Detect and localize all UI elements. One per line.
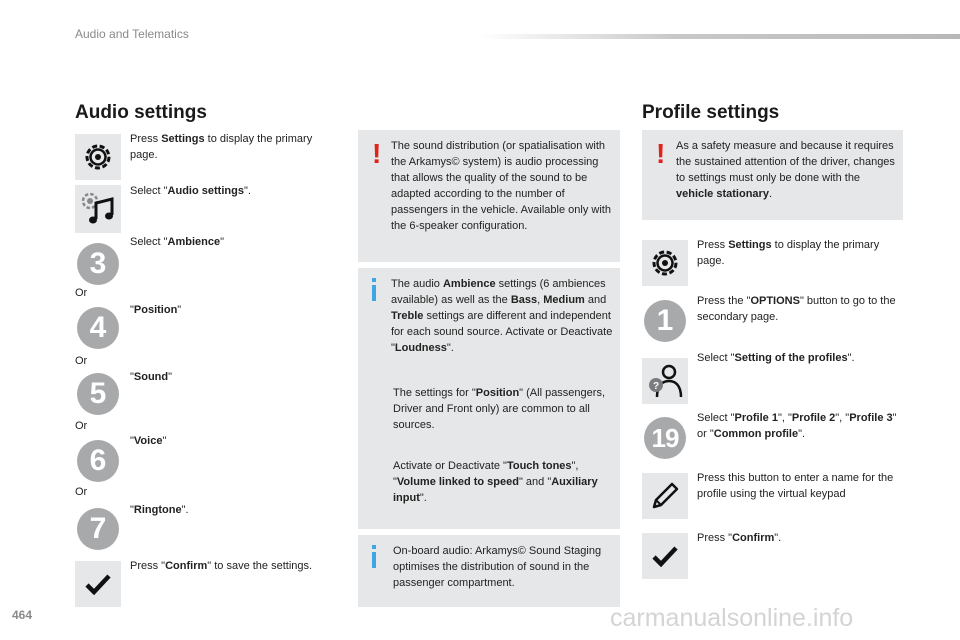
settings-gear-icon xyxy=(75,134,121,180)
warning-icon: ! xyxy=(372,138,382,169)
profile-step-5-text: Press this button to enter a name for the profile using the virtual keypad xyxy=(697,472,894,500)
audio-info-note xyxy=(358,268,620,529)
audio-warning-text: The sound distribution (or spatialisation with the Arkamys© system) is audio processing that allows the quality of the sound to be adapted according to the number of passengers in the vehicle. Available only with the 6-speaker configuration. xyxy=(391,140,611,232)
audio-info-text-3: Activate or Deactivate "Touch tones", "Volume linked to speed" and "Auxiliary input". xyxy=(393,460,598,504)
or-label: Or xyxy=(75,486,88,498)
profile-icon xyxy=(642,358,688,404)
profile-step-2-text: Press the "OPTIONS" button to go to the secondary page. xyxy=(697,295,896,323)
info-icon xyxy=(372,545,376,568)
step-number-7: 7 xyxy=(75,506,121,552)
watermark: carmanualsonline.info xyxy=(610,604,854,632)
profile-warning-text: As a safety measure and because it requires the sustained attention of the driver, changes to settings must only be done with the vehicle stationary. xyxy=(676,140,895,200)
step-number-19: 19 xyxy=(642,415,688,461)
audio-step-8-text: Press "Confirm" to save the settings. xyxy=(130,560,313,572)
warning-icon: ! xyxy=(656,138,666,169)
section-header: Audio and Telematics xyxy=(75,27,189,41)
or-label: Or xyxy=(75,420,88,432)
audio-step-5-text: "Sound" xyxy=(130,371,173,383)
profile-step-3-text: Select "Setting of the profiles". xyxy=(697,352,855,364)
audio-info-text-1: The audio Ambience settings (6 ambiences available) as well as the Bass, Medium and Treble settings are different and independent for each sound source. Activate or Deactivate "Loudness". xyxy=(391,278,613,354)
audio-step-7-text: "Ringtone". xyxy=(130,504,189,516)
or-label: Or xyxy=(75,287,88,299)
step-number-3: 3 xyxy=(75,241,121,287)
audio-warning-note xyxy=(358,130,620,262)
audio-step-1-text: Press Settings to display the primary page. xyxy=(130,133,313,161)
svg-text:?: ? xyxy=(652,381,660,392)
profile-step-6-text: Press "Confirm". xyxy=(697,532,782,544)
pencil-icon xyxy=(642,473,688,519)
profile-warning-note xyxy=(642,130,903,220)
audio-info-text-2: The settings for "Position" (All passengers, Driver and Front only) are common to all sources. xyxy=(393,387,606,431)
step-number-6: 6 xyxy=(75,438,121,484)
audio-info-text-4: On-board audio: Arkamys© Sound Staging optimises the distribution of sound in the passenger compartment. xyxy=(393,545,602,589)
settings-gear-icon xyxy=(642,240,688,286)
audio-settings-icon xyxy=(75,185,121,233)
or-label: Or xyxy=(75,355,88,367)
audio-settings-title: Audio settings xyxy=(75,102,207,123)
profile-settings-title: Profile settings xyxy=(642,102,780,123)
audio-step-2-text: Select "Audio settings". xyxy=(130,185,251,197)
step-number-1: 1 xyxy=(642,298,688,344)
step-number-4: 4 xyxy=(75,305,121,351)
info-icon xyxy=(372,278,376,301)
audio-info-note-2 xyxy=(358,535,620,607)
profile-step-1-text: Press Settings to display the primary page. xyxy=(697,239,880,267)
checkmark-icon xyxy=(642,533,688,579)
checkmark-icon xyxy=(75,561,121,607)
page-number: 464 xyxy=(12,608,33,622)
audio-step-3-text: Select "Ambience" xyxy=(130,236,225,248)
step-number-5: 5 xyxy=(75,371,121,417)
profile-step-4-text: Select "Profile 1", "Profile 2", "Profile 3" or "Common profile". xyxy=(697,412,897,440)
audio-step-4-text: "Position" xyxy=(130,304,182,316)
header-divider xyxy=(480,34,960,39)
audio-step-6-text: "Voice" xyxy=(130,435,167,447)
